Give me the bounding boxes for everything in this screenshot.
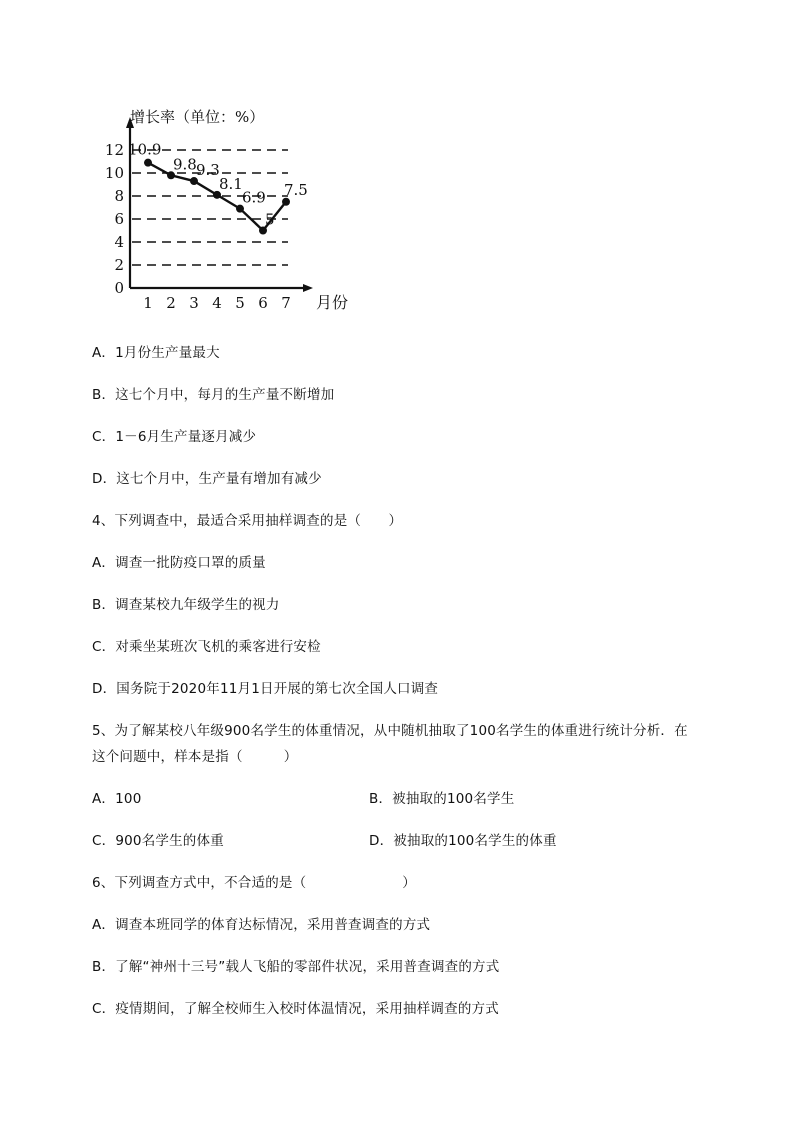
q5-option-d: D．被抽取的100名学生的体重	[369, 833, 557, 849]
line-chart-svg	[100, 100, 370, 320]
q4-option-b: B．调查某校九年级学生的视力	[92, 597, 280, 613]
y-axis-title: 增长率（单位：%）	[130, 108, 265, 126]
x-tick-label: 7	[281, 294, 291, 312]
growth-rate-chart	[100, 100, 370, 320]
y-tick-label: 10	[104, 164, 124, 182]
q5-stem-line1: 5、为了解某校八年级900名学生的体重情况，从中随机抽取了100名学生的体重进行统计分析．在	[92, 723, 688, 739]
q6-option-c: C．疫情期间，了解全校师生入校时体温情况，采用抽样调查的方式	[92, 1001, 499, 1017]
q5-option-c: C．900名学生的体重	[92, 833, 224, 849]
data-label: 10.9	[128, 140, 162, 159]
y-tick-label: 4	[114, 233, 124, 251]
x-tick-label: 6	[258, 294, 268, 312]
x-tick-label: 3	[189, 294, 199, 312]
data-label: 9.8	[173, 155, 197, 174]
data-label: 8.1	[219, 174, 243, 193]
y-tick-label: 2	[114, 256, 124, 274]
q3-option-d: D．这七个月中，生产量有增加有减少	[92, 471, 322, 487]
data-label: 9.3	[196, 161, 220, 180]
q4-option-c: C．对乘坐某班次飞机的乘客进行安检	[92, 639, 321, 655]
q5-option-b: B．被抽取的100名学生	[369, 791, 515, 807]
q5-stem-line2: 这个问题中，样本是指（ ）	[92, 749, 298, 765]
q3-option-b: B．这七个月中，每月的生产量不断增加	[92, 387, 335, 403]
y-tick-label: 0	[114, 279, 124, 297]
data-point	[282, 198, 290, 206]
q4-option-a: A．调查一批防疫口罩的质量	[92, 555, 266, 571]
data-label: 6.9	[242, 188, 266, 207]
data-label: 7.5	[284, 180, 308, 199]
data-label: 5	[265, 210, 275, 229]
q6-stem: 6、下列调查方式中，不合适的是（ ）	[92, 875, 416, 891]
x-axis-title: 月份	[315, 293, 349, 312]
x-tick-label: 1	[143, 294, 153, 312]
q6-option-a: A．调查本班同学的体育达标情况，采用普查调查的方式	[92, 917, 431, 933]
q4-stem: 4、下列调查中，最适合采用抽样调查的是（ ）	[92, 513, 403, 529]
x-axis-arrow	[303, 284, 313, 292]
x-tick-label: 2	[166, 294, 176, 312]
q5-option-a: A．100	[92, 791, 142, 807]
data-point	[144, 159, 152, 167]
q6-option-b: B．了解“神州十三号”载人飞船的零部件状况，采用普查调查的方式	[92, 959, 500, 975]
y-tick-label: 12	[104, 141, 124, 159]
q3-option-c: C．1－6月生产量逐月减少	[92, 429, 257, 445]
x-tick-label: 4	[212, 294, 222, 312]
x-tick-label: 5	[235, 294, 245, 312]
y-tick-label: 6	[114, 210, 124, 228]
q4-option-d: D．国务院于2020年11月1日开展的第七次全国人口调查	[92, 681, 439, 697]
y-tick-label: 8	[114, 187, 124, 205]
q3-option-a: A．1月份生产量最大	[92, 345, 220, 361]
